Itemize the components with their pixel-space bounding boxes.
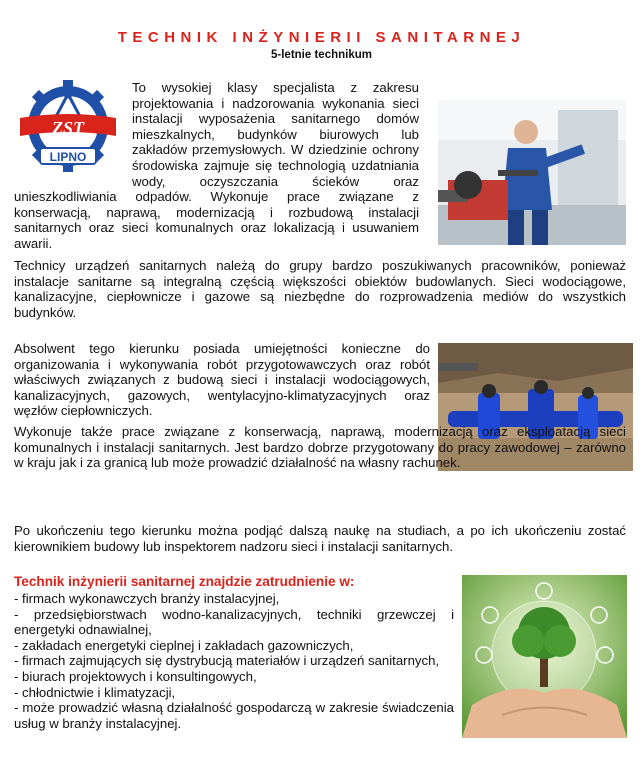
technician-photo bbox=[438, 100, 626, 245]
list-item: - chłodnictwie i klimatyzacji, bbox=[14, 684, 176, 700]
future-paragraph: Po ukończeniu tego kierunku można podjąć dalszą naukę na studiach, a po ich ukończeniu zostać kierownikiem budowy lub inspektorem nadzoru sieci i instalacji sanitarnych. bbox=[14, 523, 626, 554]
work-text: Wykonuje także prace związane z konserwacją, naprawą, modernizacją oraz eksploatacją sieci komunalnych i instalacji sanitarnych. Jest bardzo dobrze przygotowany do pracy zawodowej – zarówno w kraju jak i za granicą lub może prowadzić działalność na własny rachunek. bbox=[14, 424, 626, 471]
page-title: TECHNIK INŻYNIERII SANITARNEJ bbox=[117, 29, 526, 46]
list-item: - zakładach energetyki cieplnej i zakładach gazowniczych, bbox=[14, 637, 354, 653]
list-item: - firmach wykonawczych branży instalacyjnej, bbox=[14, 591, 280, 606]
list-item: - może prowadzić własną działalność gospodarczą w zakresie świadczenia usług w branży instalacyjnej. bbox=[14, 700, 454, 731]
logo-letters: ZST bbox=[51, 118, 85, 138]
school-logo bbox=[12, 80, 126, 178]
skills-paragraph: Absolwent tego kierunku posiada umiejętności konieczne do organizowania i wykonywania robót przygotowawczych oraz robót właściwych związanych z budową sieci i instalacji wodociągowych, kanalizacyjnych, gazowych, wentylacyjno-klimatyzacyjnych oraz węzłów ciepłowniczych. bbox=[14, 341, 430, 419]
eco-tree-photo bbox=[462, 575, 627, 738]
demand-paragraph: Technicy urządzeń sanitarnych należą do grupy bardzo poszukiwanych pracowników, ponieważ instalacje sanitarne są integralną częścią większości obiektów budowlanych. Sieci wodociągowe, kanalizacyjne, ciepłownicze i gazowe są niezbędne do rozprowadzenia mediów do wszystkich budynków. bbox=[14, 258, 626, 320]
list-item: - biurach projektowych i konsultingowych, bbox=[14, 668, 257, 684]
page-subtitle: 5-letnie technikum bbox=[271, 49, 372, 61]
list-item: - firmach zajmujących się dystrybucją materiałów i urządzeń sanitarnych, bbox=[14, 653, 440, 669]
intro-text: To wysokiej klasy specjalista z zakresu projektowania i nadzorowania wykonania sieci instalacji wyposażenia sanitarnego domów mieszkalnych, budynków biurowych lub zakładów przemysłowych. W dziedzinie ochrony środowiska zajmuje się technologią uzdatniania wody, oczyszczania ścieków oraz unieszkodliwiania odpadów. Wykonuje prace związane z konserwacją, naprawą, modernizacją i rozbudową instalacji sanitarnych oraz sieci komunalnych oraz lokalizacją i usuwaniem awarii. bbox=[14, 80, 419, 251]
employment-list bbox=[14, 591, 454, 731]
employment-heading: Technik inżynierii sanitarnej znajdzie zatrudnienie w: bbox=[14, 574, 355, 589]
logo-place: LIPNO bbox=[49, 150, 87, 164]
work-paragraph-block bbox=[14, 424, 626, 471]
list-item: - przedsiębiorstwach wodno-kanalizacyjnych, techniki grzewczej i energetyki odnawialnej, bbox=[14, 606, 454, 638]
